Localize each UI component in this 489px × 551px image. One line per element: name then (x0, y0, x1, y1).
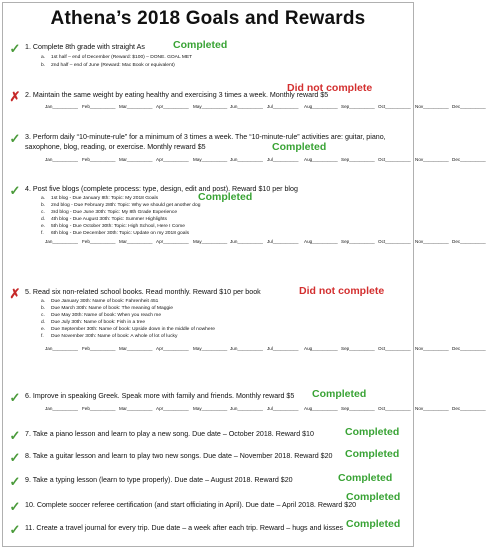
month-slot: Dec__________ (452, 406, 486, 411)
goal-text: 10. Complete soccer referee certification (and start officiating in April). Due date – April 2018. Reward $20 (25, 501, 357, 509)
month-slot: May__________ (193, 406, 228, 411)
month-slot: Jun__________ (230, 157, 263, 162)
status-stamp: Completed (338, 472, 393, 484)
month-slot: Apr__________ (156, 104, 189, 109)
goal-subitem: b. 2nd blog - Due February 28th: Topic: Why we should get another dog (41, 203, 201, 208)
goal-text: 4. Post five blogs (complete process: type, design, edit and post). Reward $10 per blog (25, 185, 298, 193)
check-icon: ✓ (9, 522, 21, 537)
check-icon: ✓ (9, 474, 21, 489)
goal-subitem: b. 2nd half – end of June (Reward: Mac Book or equivalent) (41, 63, 175, 68)
month-slot: Apr__________ (156, 157, 189, 162)
status-stamp: Completed (345, 426, 400, 438)
status-stamp: Completed (198, 191, 253, 203)
check-icon: ✓ (9, 131, 21, 146)
month-slot: Oct__________ (378, 406, 411, 411)
goal-subitem: e. Due September 30th: Name of book: Upside down in the middle of nowhere (41, 327, 215, 332)
month-slot: Dec__________ (452, 346, 486, 351)
month-slot: Jan__________ (45, 239, 78, 244)
month-slot: Nov__________ (415, 157, 449, 162)
month-slot: Oct__________ (378, 346, 411, 351)
month-slot: Oct__________ (378, 157, 411, 162)
month-slot: Nov__________ (415, 104, 449, 109)
month-slot: Jan__________ (45, 346, 78, 351)
month-slot: Apr__________ (156, 239, 189, 244)
check-icon: ✓ (9, 450, 21, 465)
month-slot: Feb__________ (82, 346, 116, 351)
month-tracker (45, 157, 489, 162)
goal-subitem: e. 5th blog - Due October 30th: Topic: High School, Here I Come (41, 224, 185, 229)
goal-text: 2. Maintain the same weight by eating healthy and exercising 3 times a week. Monthly reward $5 (25, 91, 329, 99)
goal-subitem: f. Due November 30th: Name of book: A whole of lot of lucky (41, 334, 178, 339)
goal-subitem: a. Due January 30th: Name of book: Fahrenheit 451 (41, 299, 159, 304)
month-slot: Sep__________ (341, 346, 375, 351)
goal-subitem: c. 3rd blog - Due June 30th: Topic: My 8th Grade Experience (41, 210, 178, 215)
month-slot: Jun__________ (230, 104, 263, 109)
check-icon: ✓ (9, 390, 21, 405)
month-slot: Nov__________ (415, 346, 449, 351)
goal-text: 6. Improve in speaking Greek. Speak more with family and friends. Monthly reward $5 (25, 392, 295, 400)
month-slot: May__________ (193, 239, 228, 244)
month-slot: Apr__________ (156, 346, 189, 351)
month-slot: Apr__________ (156, 406, 189, 411)
month-slot: Jun__________ (230, 406, 263, 411)
goal-text: 3. Perform daily “10-minute-rule” for a minimum of 3 times a week. The “10-minute-rule” activities are: guitar, piano, saxophone, blog, reading, or exercise. Monthly reward $5 (25, 133, 386, 152)
month-slot: Nov__________ (415, 239, 449, 244)
month-slot: Jan__________ (45, 406, 78, 411)
month-slot: Sep__________ (341, 104, 375, 109)
month-slot: Aug__________ (304, 104, 338, 109)
goal-subitem: f. 6th blog - Due December 30th: Topic: Update on my 2018 goals (41, 231, 190, 236)
month-slot: Oct__________ (378, 104, 411, 109)
x-mark-icon: ✗ (9, 89, 21, 104)
month-slot: Jul__________ (267, 104, 299, 109)
goal-subitem: a. 1st blog - Due January 8th: Topic: My 2018 Goals (41, 196, 159, 201)
x-mark-icon: ✗ (9, 286, 21, 301)
month-slot: Jul__________ (267, 157, 299, 162)
status-stamp: Completed (272, 141, 327, 153)
goal-text: 11. Create a travel journal for every trip. Due date – a week after each trip. Reward – hugs and kisses (25, 524, 344, 532)
month-slot: Jul__________ (267, 239, 299, 244)
month-slot: Feb__________ (82, 406, 116, 411)
goal-subitem: d. Due July 30th: Name of book: Fish in a tree (41, 320, 146, 325)
month-slot: Dec__________ (452, 239, 486, 244)
month-slot: Aug__________ (304, 346, 338, 351)
month-slot: Jul__________ (267, 346, 299, 351)
month-slot: Jan__________ (45, 104, 78, 109)
month-slot: Feb__________ (82, 104, 116, 109)
month-slot: Feb__________ (82, 157, 116, 162)
month-slot: Dec__________ (452, 104, 486, 109)
month-tracker (45, 239, 489, 244)
month-slot: Mar__________ (119, 406, 153, 411)
status-stamp: Did not complete (287, 82, 373, 94)
month-slot: Mar__________ (119, 239, 153, 244)
month-slot: Jan__________ (45, 157, 78, 162)
goal-subitem: b. Due March 30th: Name of book: The meaning of Maggie (41, 306, 173, 311)
check-icon: ✓ (9, 428, 21, 443)
month-slot: Jun__________ (230, 239, 263, 244)
status-stamp: Completed (312, 388, 367, 400)
month-tracker (45, 406, 489, 411)
status-stamp: Completed (173, 39, 228, 51)
status-stamp: Did not complete (299, 285, 385, 297)
month-slot: Nov__________ (415, 406, 449, 411)
goal-text: 8. Take a guitar lesson and learn to play two new songs. Due date – November 2018. Reward $20 (25, 452, 333, 460)
month-slot: May__________ (193, 104, 228, 109)
month-slot: May__________ (193, 346, 228, 351)
month-slot: Oct__________ (378, 239, 411, 244)
status-stamp: Completed (346, 491, 401, 503)
month-slot: Mar__________ (119, 346, 153, 351)
goal-text: 1. Complete 8th grade with straight As (25, 43, 145, 51)
goal-text: 9. Take a typing lesson (learn to type properly). Due date – August 2018. Reward $20 (25, 476, 293, 484)
goal-text: 7. Take a piano lesson and learn to play a new song. Due date – October 2018. Reward $10 (25, 430, 314, 438)
goal-text: 5. Read six non-related school books. Read monthly. Reward $10 per book (25, 288, 261, 296)
month-slot: Jul__________ (267, 406, 299, 411)
month-slot: Jun__________ (230, 346, 263, 351)
check-icon: ✓ (9, 41, 21, 56)
month-slot: Mar__________ (119, 104, 153, 109)
month-slot: May__________ (193, 157, 228, 162)
month-slot: Sep__________ (341, 157, 375, 162)
month-slot: Mar__________ (119, 157, 153, 162)
month-tracker (45, 346, 489, 351)
check-icon: ✓ (9, 499, 21, 514)
month-slot: Sep__________ (341, 406, 375, 411)
month-tracker (45, 104, 489, 109)
goals-document (2, 2, 486, 547)
month-slot: Aug__________ (304, 406, 338, 411)
month-slot: Feb__________ (82, 239, 116, 244)
status-stamp: Completed (346, 518, 401, 530)
goal-subitem: c. Due May 30th: Name of book: When you reach me (41, 313, 162, 318)
goal-subitem: d. 4th blog - Due August 30th: Topic: Summer Highlights (41, 217, 167, 222)
document-title: Athena’s 2018 Goals and Rewards (50, 8, 366, 29)
month-slot: Dec__________ (452, 157, 486, 162)
month-slot: Aug__________ (304, 239, 338, 244)
status-stamp: Completed (345, 448, 400, 460)
month-slot: Sep__________ (341, 239, 375, 244)
check-icon: ✓ (9, 183, 21, 198)
month-slot: Aug__________ (304, 157, 338, 162)
goal-subitem: a. 1st half – end of December (Reward: $100) – DONE. GOAL MET (41, 55, 193, 60)
